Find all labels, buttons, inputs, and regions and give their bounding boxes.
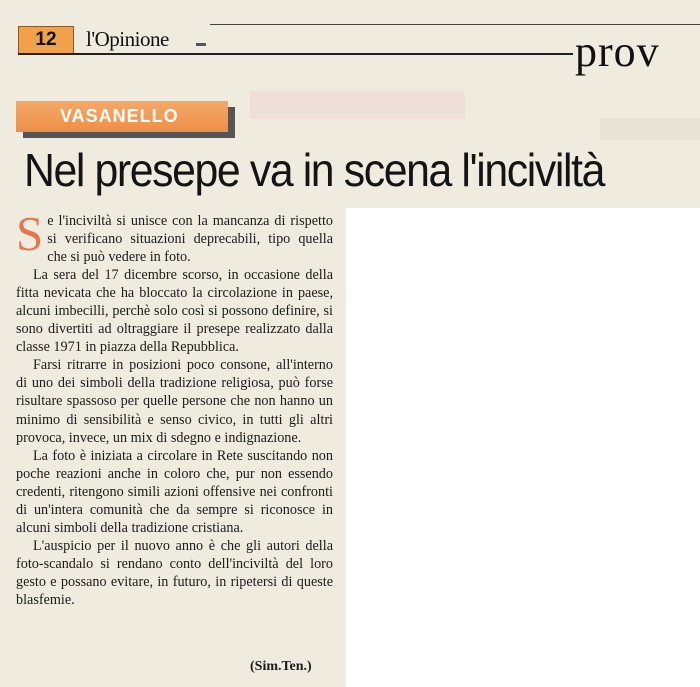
article-photo (346, 208, 700, 687)
page-number: 12 (18, 26, 74, 54)
article-paragraph: La foto è iniziata a circolare in Rete suscitando non poche reazioni anche in coloro che, pur non essendo credenti, ritengono simili azioni offensive nei confronti di un'intera comunità che da sempre si riconosce in alcuni simboli della tradizione cristiana. (16, 447, 333, 536)
article-paragraph: Farsi ritrarre in posizioni poco consone, all'interno di uno dei simboli della tradizione religiosa, può forse risultare spassoso per quelle persone che non hanno un minimo di sensibilità e senso civico, in tutti gli altri provoca, invece, un mix di sdegno e indignazione. (16, 357, 333, 446)
article-paragraph: Se l'inciviltà si unisce con la mancanza di rispetto si verificano situazioni deprecabili, tipo quella che si può vedere in foto. (16, 206, 333, 266)
masthead: l'Opinione (86, 27, 169, 51)
section-title: prov (575, 27, 660, 76)
kicker-label: VASANELLO (16, 101, 228, 132)
masthead-mark (196, 43, 206, 46)
top-rule (210, 24, 700, 25)
drop-cap: S (16, 206, 44, 261)
headline: Nel presepe va in scena l'inciviltà (24, 144, 604, 196)
bleed-through-shape (250, 91, 465, 119)
article-paragraph: L'auspicio per il nuovo anno è che gli autori della foto-scandalo si rendano conto dell'inciviltà del loro gesto e possano evitare, in futuro, in ripetersi di queste blasfemie. (16, 537, 333, 608)
article-body (16, 206, 333, 609)
header-rule (18, 53, 573, 55)
signature: (Sim.Ten.) (250, 659, 312, 674)
article-paragraph: La sera del 17 dicembre scorso, in occasione della fitta nevicata che ha bloccato la circolazione in paese, alcuni imbecilli, perchè solo così si possono definire, si sono divertiti ad oltraggiare il presepe realizzato dalla classe 1971 in piazza della Repubblica. (16, 267, 333, 356)
bleed-through-shape (600, 118, 700, 140)
